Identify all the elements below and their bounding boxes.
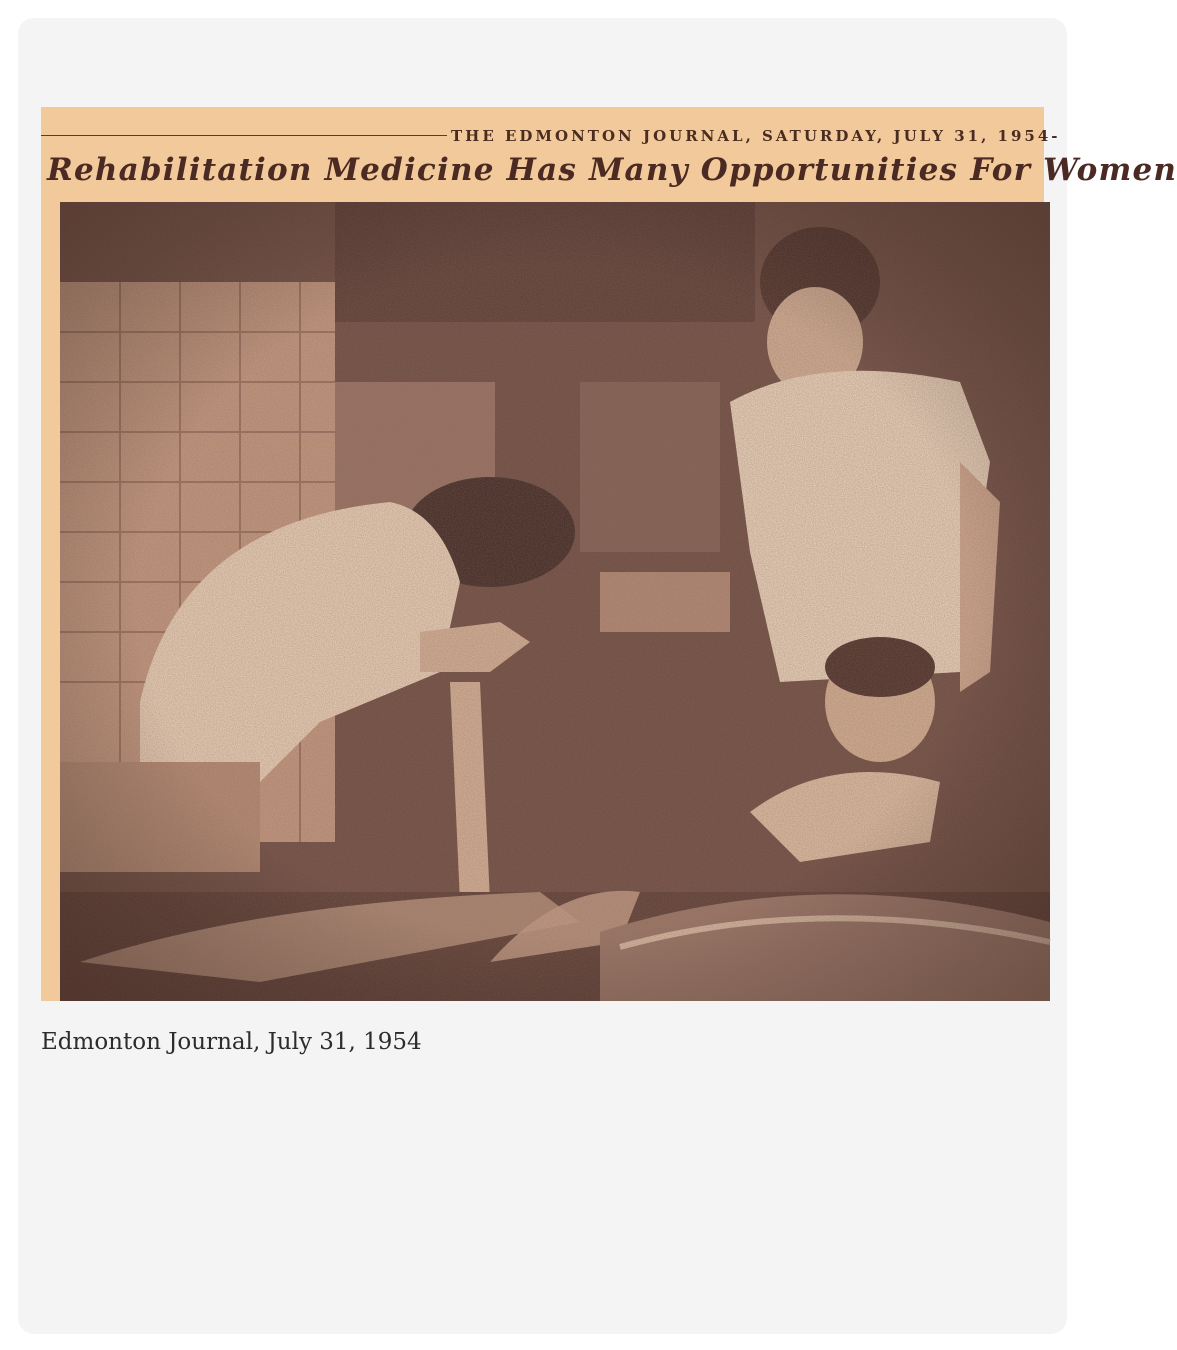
newspaper-clipping bbox=[41, 107, 1177, 1001]
image-caption: Edmonton Journal, July 31, 1954 bbox=[41, 1029, 422, 1055]
headline: Rehabilitation Medicine Has Many Opportunities For Women bbox=[47, 152, 1177, 188]
newspaper-photo bbox=[60, 202, 1050, 1001]
masthead: THE EDMONTON JOURNAL, SATURDAY, JULY 31, 1954- bbox=[451, 127, 1061, 145]
masthead-rule bbox=[41, 135, 447, 136]
